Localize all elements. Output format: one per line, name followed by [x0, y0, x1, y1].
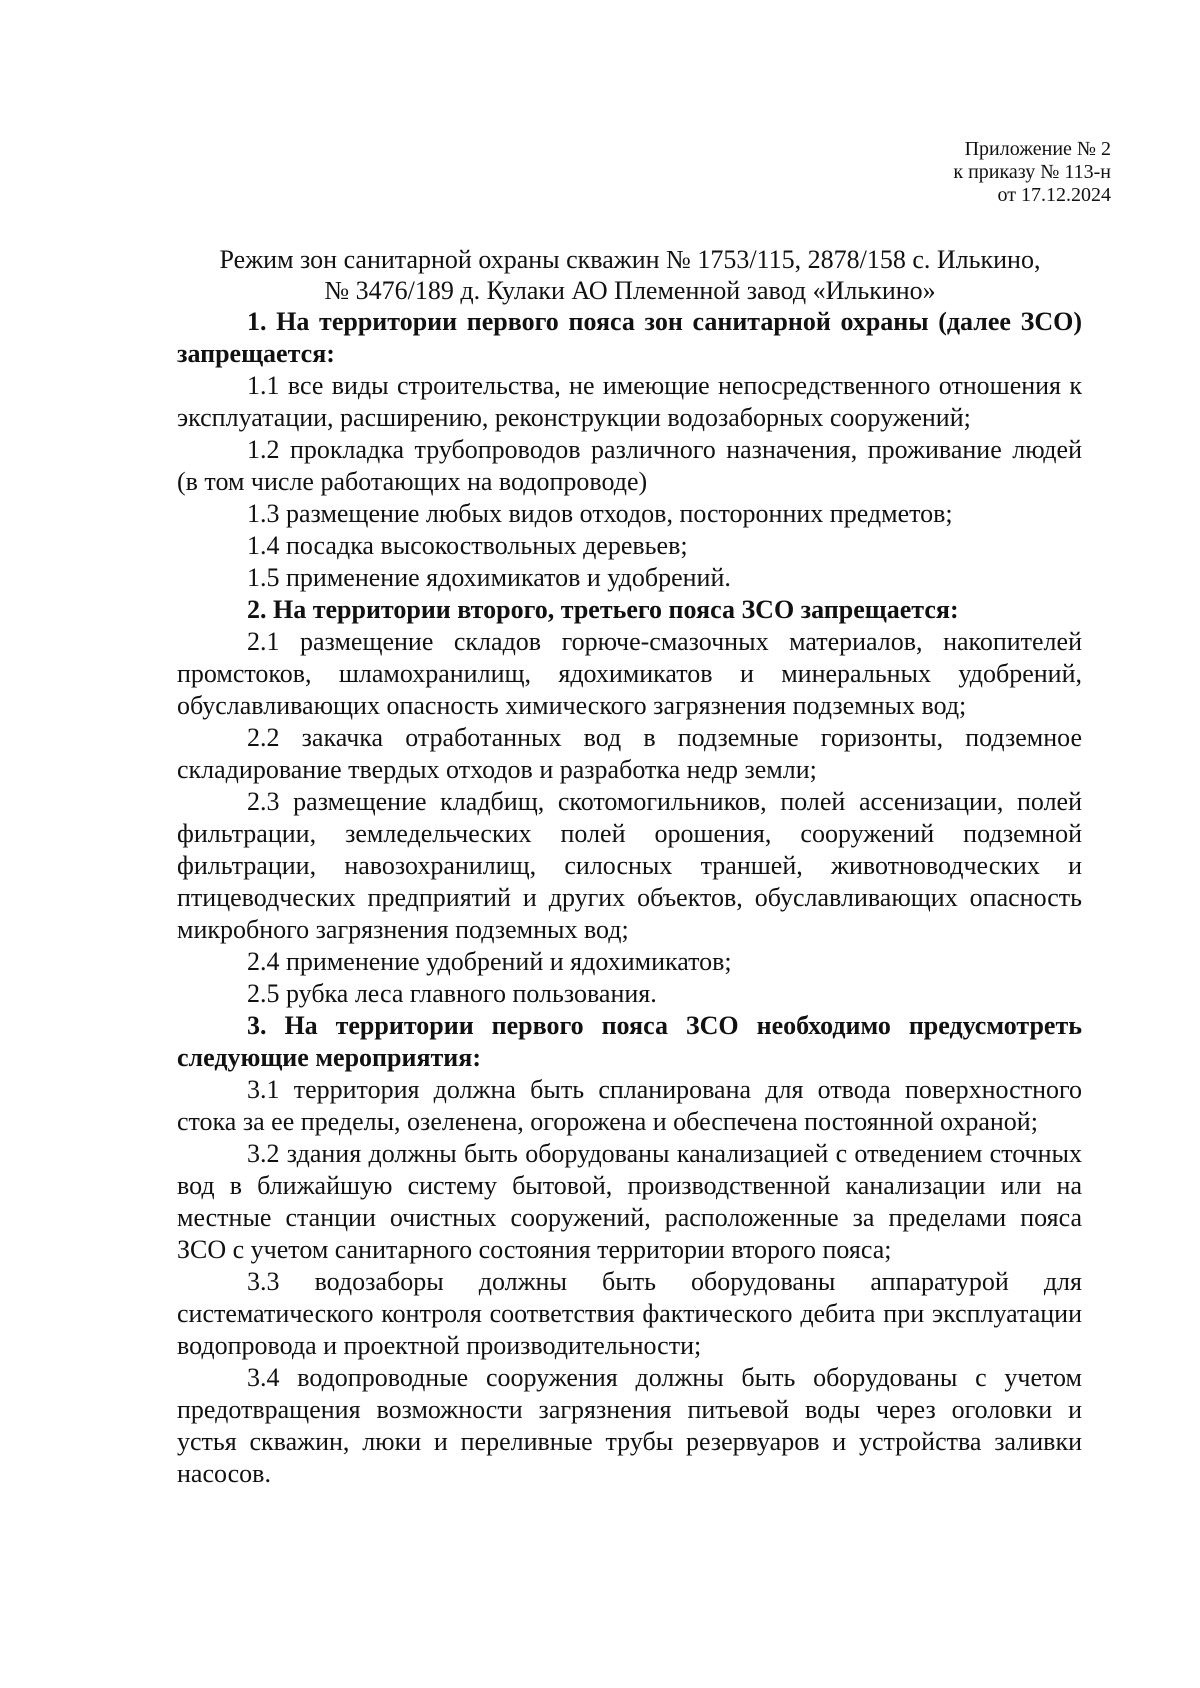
title-line-1: Режим зон санитарной охраны скважин № 1753/115, 2878/158 с. Илькино, [219, 245, 1041, 274]
item-3-1: 3.1 территория должна быть спланирована для отвода поверхностного стока за ее пределы, озеленена, огорожена и обеспечена постоянной охраной; [177, 1075, 1082, 1136]
order-date: от 17.12.2024 [997, 184, 1111, 206]
item-3-2: 3.2 здания должны быть оборудованы канализацией с отведением сточных вод в ближайшую систему бытовой, производственной канализации или на местные станции очистных сооружений, расположенные за пределами пояса ЗСО с учетом санитарного состояния территории второго пояса; [177, 1139, 1082, 1264]
item-1-5: 1.5 применение ядохимикатов и удобрений. [247, 563, 731, 592]
section-2-heading: 2. На территории второго, третьего пояса ЗСО запрещается: [247, 595, 959, 624]
section-3-heading: 3. На территории первого пояса ЗСО необходимо предусмотреть следующие мероприятия: [177, 1011, 1082, 1072]
item-2-5: 2.5 рубка леса главного пользования. [247, 979, 657, 1008]
document-body [177, 306, 1082, 1490]
appendix-reference [953, 138, 1111, 207]
title-line-2: № 3476/189 д. Кулаки АО Племенной завод «Илькино» [324, 276, 936, 305]
section-1-heading: 1. На территории первого пояса зон санитарной охраны (далее ЗСО) запрещается: [177, 307, 1082, 368]
item-2-4: 2.4 применение удобрений и ядохимикатов; [247, 947, 732, 976]
item-3-3: 3.3 водозаборы должны быть оборудованы аппаратурой для систематического контроля соответствия фактического дебита при эксплуатации водопровода и проектной производительности; [177, 1267, 1082, 1360]
item-2-2: 2.2 закачка отработанных вод в подземные горизонты, подземное складирование твердых отходов и разработка недр земли; [177, 723, 1082, 784]
item-1-1: 1.1 все виды строительства, не имеющие непосредственного отношения к эксплуатации, расширению, реконструкции водозаборных сооружений; [177, 371, 1082, 432]
item-1-3: 1.3 размещение любых видов отходов, посторонних предметов; [247, 499, 953, 528]
document-title [160, 244, 1100, 306]
item-2-1: 2.1 размещение складов горюче-смазочных материалов, накопителей промстоков, шламохранилищ, ядохимикатов и минеральных удобрений, обуславливающих опасность химического загрязнения подземных вод; [177, 627, 1082, 720]
appendix-number: Приложение № 2 [964, 138, 1111, 160]
item-3-4: 3.4 водопроводные сооружения должны быть оборудованы с учетом предотвращения возможности загрязнения питьевой воды через оголовки и устья скважин, люки и переливные трубы резервуаров и устройства заливки насосов. [177, 1363, 1082, 1488]
item-2-3: 2.3 размещение кладбищ, скотомогильников, полей ассенизации, полей фильтрации, земледельческих полей орошения, сооружений подземной фильтрации, навозохранилищ, силосных траншей, животноводческих и птицеводческих предприятий и других объектов, обуславливающих опасность микробного загрязнения подземных вод; [177, 787, 1082, 944]
order-number: к приказу № 113-н [953, 161, 1111, 183]
item-1-4: 1.4 посадка высокоствольных деревьев; [247, 531, 688, 560]
item-1-2: 1.2 прокладка трубопроводов различного назначения, проживание людей (в том числе работающих на водопроводе) [177, 435, 1082, 496]
